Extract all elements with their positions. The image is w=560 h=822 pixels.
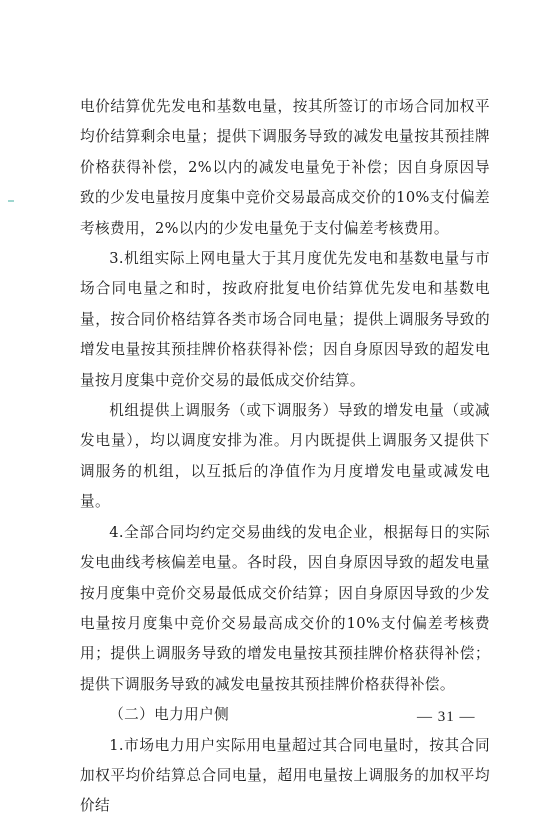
paragraph-item-4: 4.全部合同均约定交易曲线的发电企业，根据每日的实际发电曲线考核偏差电量。各时段，因自身原因导致的超发电量按月度集中竞价交易最低成交价结算；因自身原因导致的少发电量按月度集中竞价交易最高成交价的10%支付偏差考核费用；提供上调服务导致的增发电量按其预挂牌价格获得补偿；提供下调服务导致的减发电量按其预挂牌价格获得补偿。 (80, 523, 490, 693)
paragraph-service-note: 机组提供上调服务（或下调服务）导致的增发电量（或减发电量），均以调度安排为准。月内既提供上调服务又提供下调服务的机组，以互抵后的净值作为月度增发电量或减发电量。 (80, 402, 490, 511)
paragraph-user-item-1: 1.市场电力用户实际用电量超过其合同电量时，按其合同加权平均价结算总合同电量，超用电量按上调服务的加权平均价结 (80, 736, 490, 815)
page-number: — 31 — (417, 709, 476, 725)
section-heading-power-users: （二）电力用户侧 (109, 706, 230, 724)
paragraph-item-3: 3.机组实际上网电量大于其月度优先发电和基数电量与市场合同电量之和时，按政府批复电价结算优先发电和基数电量，按合同价格结算各类市场合同电量；提供上调服务导致的增发电量按其预挂牌价格获得补偿；因自身原因导致的超发电量按月度集中竞价交易的最低成交价结算。 (80, 250, 490, 389)
scan-artifact-mark (8, 200, 14, 202)
paragraph-continuation: 电价结算优先发电和基数电量，按其所签订的市场合同加权平均价结算剩余电量；提供下调服务导致的减发电量按其预挂牌价格获得补偿，2%以内的减发电量免于补偿；因自身原因导致的少发电量按月度集中竞价交易最高成交价的10%支付偏差考核费用，2%以内的少发电量免于支付偏差考核费用。 (80, 98, 490, 237)
